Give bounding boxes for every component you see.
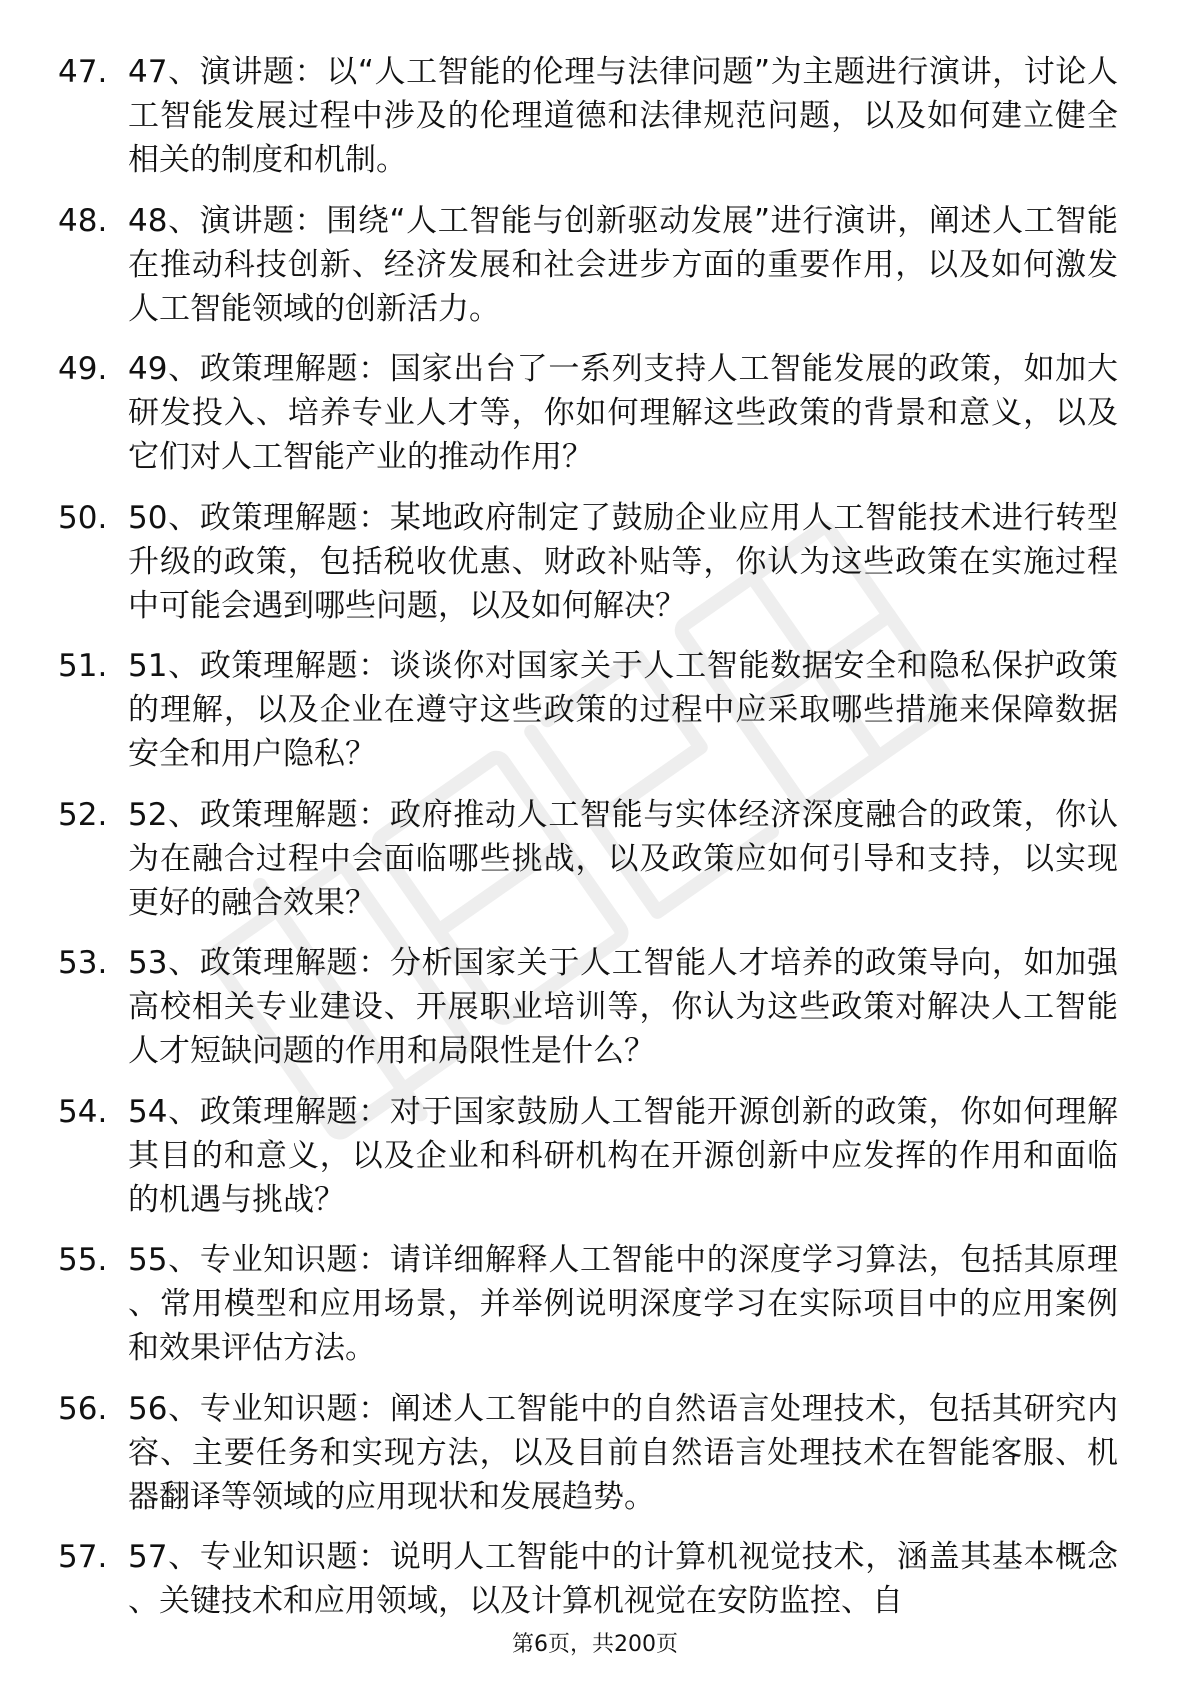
question-number: 56. (58, 1390, 108, 1427)
question-text: 48、演讲题：围绕“人工智能与创新驱动发展”进行演讲，阐述人工智能在推动科技创新、经济发展和社会进步方面的重要作用，以及如何激发人工智能领域的创新活力。 (128, 202, 1118, 327)
page-number-footer: 第6页，共200页 (512, 1632, 678, 1657)
question-text: 53、政策理解题：分析国家关于人工智能人才培养的政策导向，如加强高校相关专业建设、开展职业培训等，你认为这些政策对解决人工智能人才短缺问题的作用和局限性是什么？ (128, 945, 1118, 1069)
question-text: 52、政策理解题：政府推动人工智能与实体经济深度融合的政策，你认为在融合过程中会面临哪些挑战，以及政策应如何引导和支持，以实现更好的融合效果？ (128, 796, 1118, 921)
question-number: 54. (58, 1093, 108, 1130)
question-number: 50. (58, 499, 108, 536)
question-number: 52. (58, 796, 108, 833)
question-number: 57. (58, 1539, 108, 1575)
question-number: 48. (58, 202, 108, 239)
question-text: 51、政策理解题：谈谈你对国家关于人工智能数据安全和隐私保护政策的理解，以及企业在遵守这些政策的过程中应采取哪些措施来保障数据安全和用户隐私？ (128, 648, 1118, 772)
question-item (58, 793, 1118, 925)
question-item (58, 1535, 1118, 1623)
question-number: 55. (58, 1242, 108, 1278)
question-text: 57、专业知识题：说明人工智能中的计算机视觉技术，涵盖其基本概念、关键技术和应用领域，以及计算机视觉在安防监控、自 (128, 1539, 1118, 1619)
question-text: 54、政策理解题：对于国家鼓励人工智能开源创新的政策，你如何理解其目的和意义，以及企业和科研机构在开源创新中应发挥的作用和面临的机遇与挑战？ (128, 1093, 1118, 1218)
question-number: 47. (58, 54, 108, 90)
question-item (58, 1387, 1118, 1519)
question-number: 53. (58, 945, 108, 981)
question-text: 49、政策理解题：国家出台了一系列支持人工智能发展的政策，如加大研发投入、培养专业人才等，你如何理解这些政策的背景和意义，以及它们对人工智能产业的推动作用？ (128, 351, 1118, 475)
question-item (58, 644, 1118, 776)
question-list (58, 50, 1118, 1640)
question-item (58, 1238, 1118, 1370)
question-item (58, 199, 1118, 331)
question-item (58, 347, 1118, 479)
question-text: 47、演讲题：以“人工智能的伦理与法律问题”为主题进行演讲，讨论人工智能发展过程中涉及的伦理道德和法律规范问题，以及如何建立健全相关的制度和机制。 (128, 54, 1118, 178)
question-item (58, 496, 1118, 628)
question-text: 55、专业知识题：请详细解释人工智能中的深度学习算法，包括其原理、常用模型和应用场景，并举例说明深度学习在实际项目中的应用案例和效果评估方法。 (128, 1242, 1118, 1366)
question-item (58, 941, 1118, 1073)
question-text: 50、政策理解题：某地政府制定了鼓励企业应用人工智能技术进行转型升级的政策，包括税收优惠、财政补贴等，你认为这些政策在实施过程中可能会遇到哪些问题，以及如何解决？ (128, 499, 1118, 624)
question-text: 56、专业知识题：阐述人工智能中的自然语言处理技术，包括其研究内容、主要任务和实现方法，以及目前自然语言处理技术在智能客服、机器翻译等领域的应用现状和发展趋势。 (128, 1390, 1118, 1515)
question-number: 49. (58, 351, 108, 387)
question-item (58, 50, 1118, 182)
question-number: 51. (58, 648, 108, 684)
question-item (58, 1090, 1118, 1222)
